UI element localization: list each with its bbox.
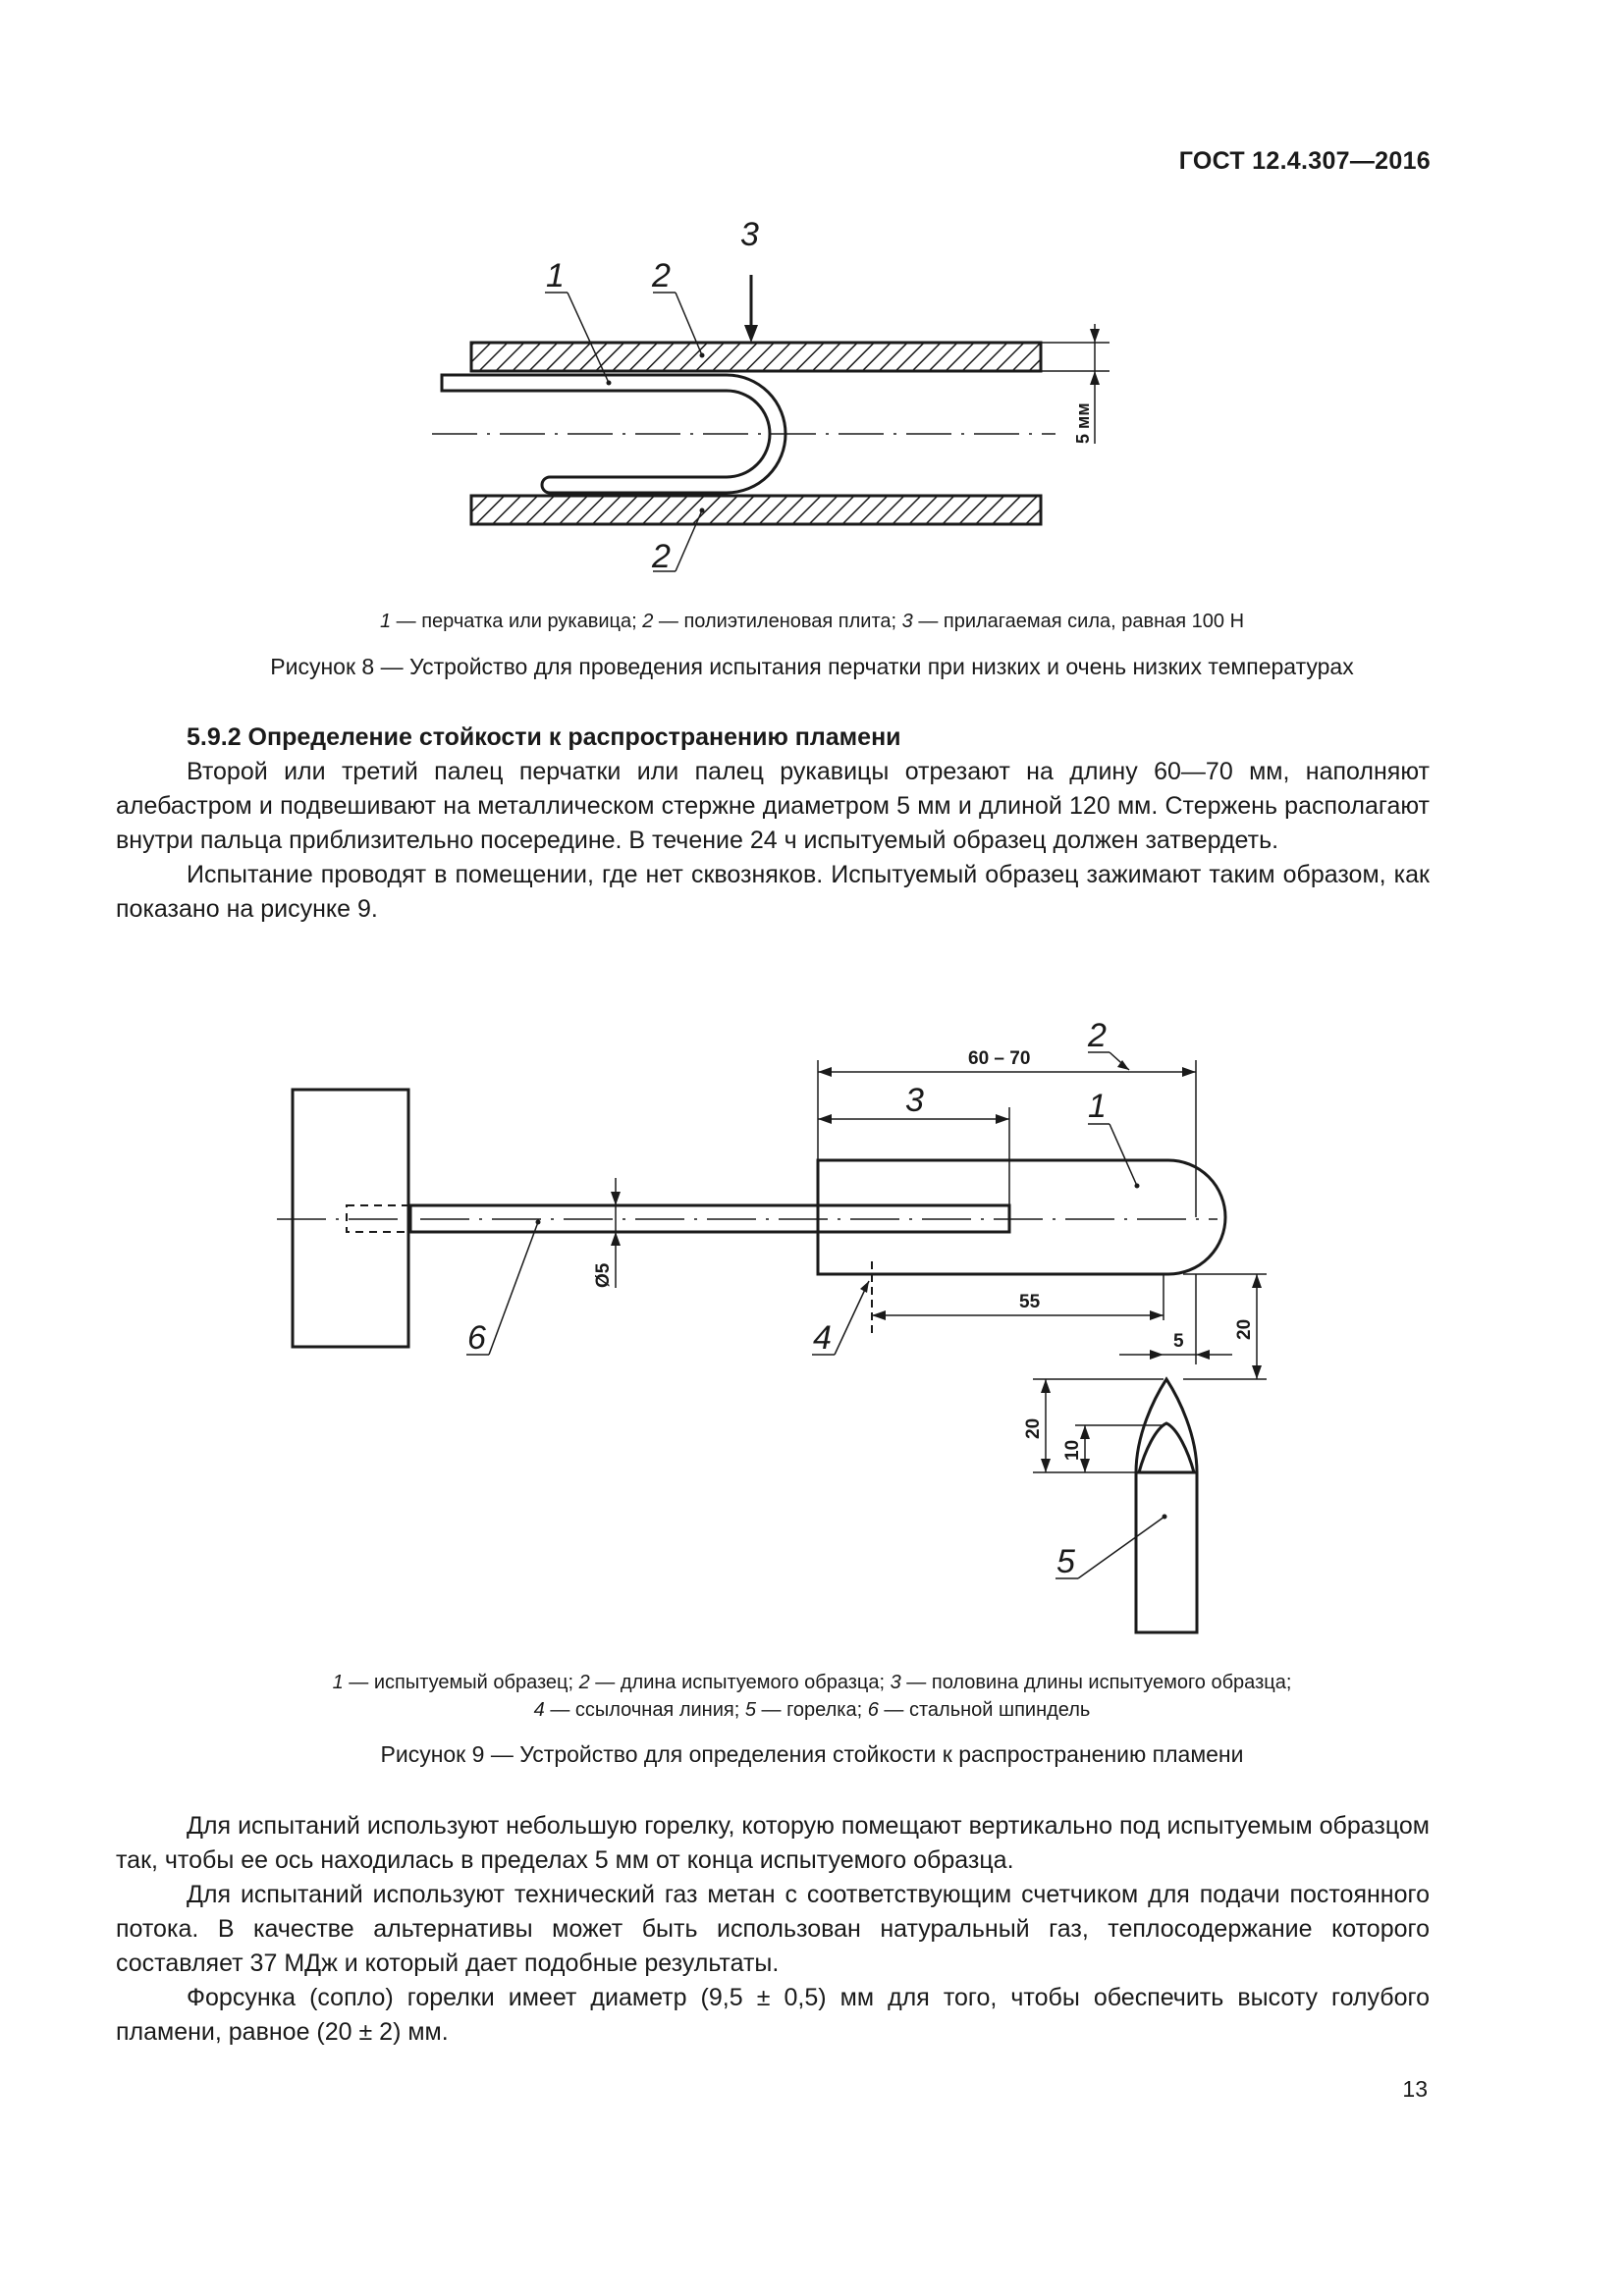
label-1: 1 (1088, 1088, 1107, 1125)
paragraph: Форсунка (сопло) горелки имеет диаметр (9,5 ± 0,5) мм для того, чтобы обеспечить высоту голубого пламени, равное (20 ± 2) мм. (116, 1984, 1430, 2046)
label-5: 5 (1056, 1543, 1075, 1580)
dimension-20-left: 20 (1023, 1417, 1044, 1439)
label-1: 1 (546, 257, 565, 294)
label-3: 3 (740, 216, 759, 253)
burner (1136, 1472, 1197, 1632)
clamp-block (293, 1090, 408, 1347)
figure-9 (0, 982, 1624, 1649)
figure-8-legend: 1 — перчатка или рукавица; 2 — полиэтиленовая плита; 3 — прилагаемая сила, равная 100 Н (379, 611, 1245, 632)
figure-8-caption: Рисунок 8 — Устройство для проведения испытания перчатки при низких и очень низких температурах (270, 654, 1354, 679)
dimension-20-right: 20 (1234, 1318, 1255, 1340)
paragraph: Для испытаний используют небольшую горелку, которую помещают вертикально под испытуемым образцом так, чтобы ее ось находилась в пределах 5 мм от конца испытуемого образца. (116, 1812, 1430, 1874)
label-3: 3 (905, 1082, 924, 1119)
flame-inner (1139, 1423, 1194, 1472)
dimension-55: 55 (1019, 1292, 1041, 1312)
label-4: 4 (813, 1319, 832, 1357)
figure-9-caption: Рисунок 9 — Устройство для определения стойкости к распространению пламени (380, 1741, 1244, 1767)
label-2: 2 (1088, 1017, 1107, 1054)
figure-8-drawing (0, 216, 1624, 589)
paragraph: Для испытаний используют технический газ метан с соответствующим счетчиком для подачи постоянного потока. В качестве альтернативы может быть использован натуральный газ, теплосодержание которого составляет 37 МДж и который дает подобные результаты. (116, 1881, 1430, 1977)
dimension-diameter: Ø5 (593, 1262, 614, 1288)
document-header: ГОСТ 12.4.307—2016 (1178, 147, 1431, 175)
figure-8 (0, 216, 1624, 589)
dimension-5: 5 (1173, 1331, 1184, 1352)
figure-9-legend-line-2: 4 — ссылочная линия; 5 — горелка; 6 — стальной шпиндель (533, 1699, 1091, 1721)
bottom-plate (471, 496, 1041, 524)
dimension-60-70: 60 – 70 (968, 1048, 1031, 1069)
figure-9-legend-line-1: 1 — испытуемый образец; 2 — длина испытуемого образца; 3 — половина длины испытуемого образца; (332, 1672, 1292, 1693)
after-figure-text (116, 1809, 1430, 2050)
paragraph: Второй или третий палец перчатки или палец рукавицы отрезают на длину 60—70 мм, наполняют алебастром и подвешивают на металлическом стержне диаметром 5 мм и длиной 120 мм. Стержень располагают внутри пальца приблизительно посередине. В течение 24 ч испытуемый образец должен затвердеть. (116, 758, 1430, 854)
figure-9-drawing (0, 982, 1624, 1649)
section-5-9-2 (116, 721, 1430, 927)
dimension-10: 10 (1062, 1439, 1083, 1461)
figure-9-legend (118, 1669, 1506, 1724)
label-2-bottom: 2 (652, 538, 671, 575)
paragraph: Испытание проводят в помещении, где нет сквозняков. Испытуемый образец зажимают таким образом, как показано на рисунке 9. (116, 861, 1430, 923)
section-heading: 5.9.2 Определение стойкости к распространению пламени (187, 723, 901, 751)
dimension-5mm: 5 мм (1073, 402, 1093, 444)
top-plate (471, 343, 1041, 371)
label-2-top: 2 (652, 257, 671, 294)
label-6: 6 (467, 1319, 486, 1357)
page-number: 13 (1402, 2076, 1428, 2102)
